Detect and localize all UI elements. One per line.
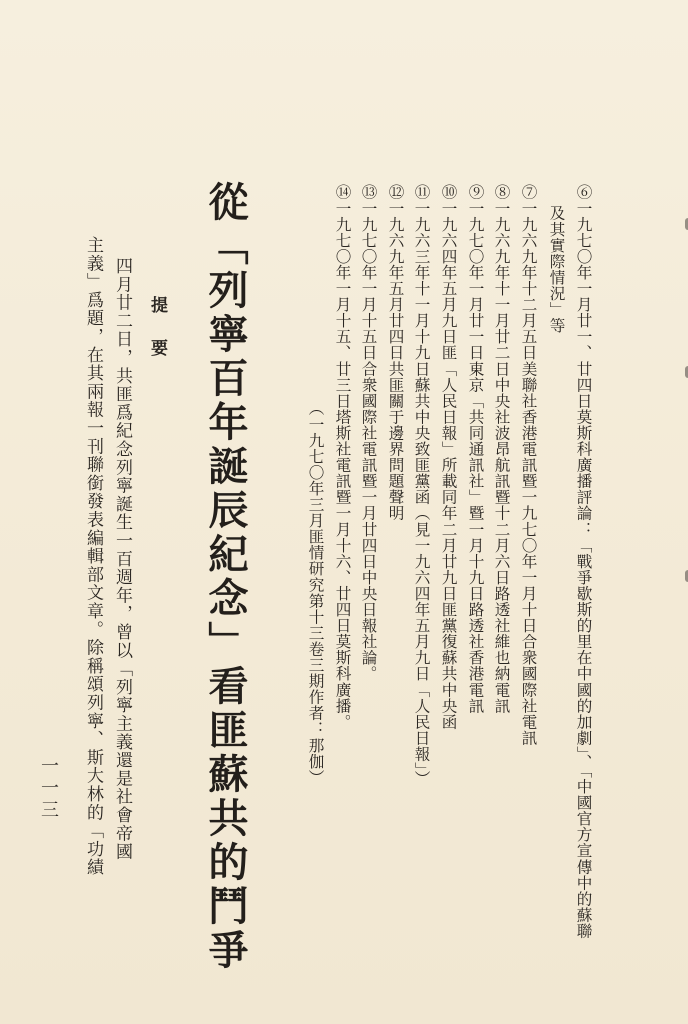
body-line-2: 主義」爲題，在其兩報一刊聯銜發表編輯部文章。除稱頌列寧、斯大林的「功績 <box>83 236 103 877</box>
footnote-11: ⑪一九六三年十一月十九日蘇共中央致匪黨函（見一九六四年五月九日「人民日報」） <box>412 184 431 787</box>
section-heading-text: 提要 <box>147 296 167 382</box>
body-line-1: 四月廿二日，共匪爲紀念列寧誕生一百週年，曾以「列寧主義還是社會帝國 <box>112 257 132 861</box>
footnote-8: ⑧一九六九年十一月廿二日中央社波昂航訊暨十二月六日路透社維也納電訊 <box>492 184 511 714</box>
footnote-9: ⑨一九七〇年一月廿一日東京「共同通訊社」暨一月十九日路透社香港電訊 <box>466 184 485 714</box>
footnote-13: ⑬一九七〇年一月十五日合衆國際社電訊暨一月廿四日中央日報社論。 <box>359 184 378 682</box>
footnote-6: ⑥一九七〇年一月廿一、廿四日莫斯科廣播評論：「戰爭歇斯的里在中國的加劇」、「中國官方宣傳中的蘇聯 <box>574 184 593 939</box>
article-title: 從「列寧百年誕辰紀念」看匪蘇共的鬥爭 <box>202 181 249 973</box>
page-number: 一一三 <box>38 756 59 822</box>
footnote-12: ⑫一九六九年五月廿四日共匪關于邊界問題聲明 <box>386 184 405 522</box>
footnote-6-continued: 及其實際情況」等 <box>547 205 566 334</box>
footnote-10: ⑩一九六四年五月九日匪「人民日報」所載同年二月廿九日匪黨復蘇共中央函 <box>439 184 458 730</box>
footnote-14: ⑭一九七〇年一月十五、廿三日塔斯社電訊暨一月十六、廿四日莫斯科廣播。 <box>333 184 352 730</box>
source-citation: （一九七〇年三月匪情研究第十三卷三期作者：那伽） <box>306 400 325 786</box>
footnote-7: ⑦一九六九年十二月五日美聯社香港電訊暨一九七〇年一月十日合衆國際社電訊 <box>519 184 538 746</box>
section-heading <box>148 296 165 382</box>
